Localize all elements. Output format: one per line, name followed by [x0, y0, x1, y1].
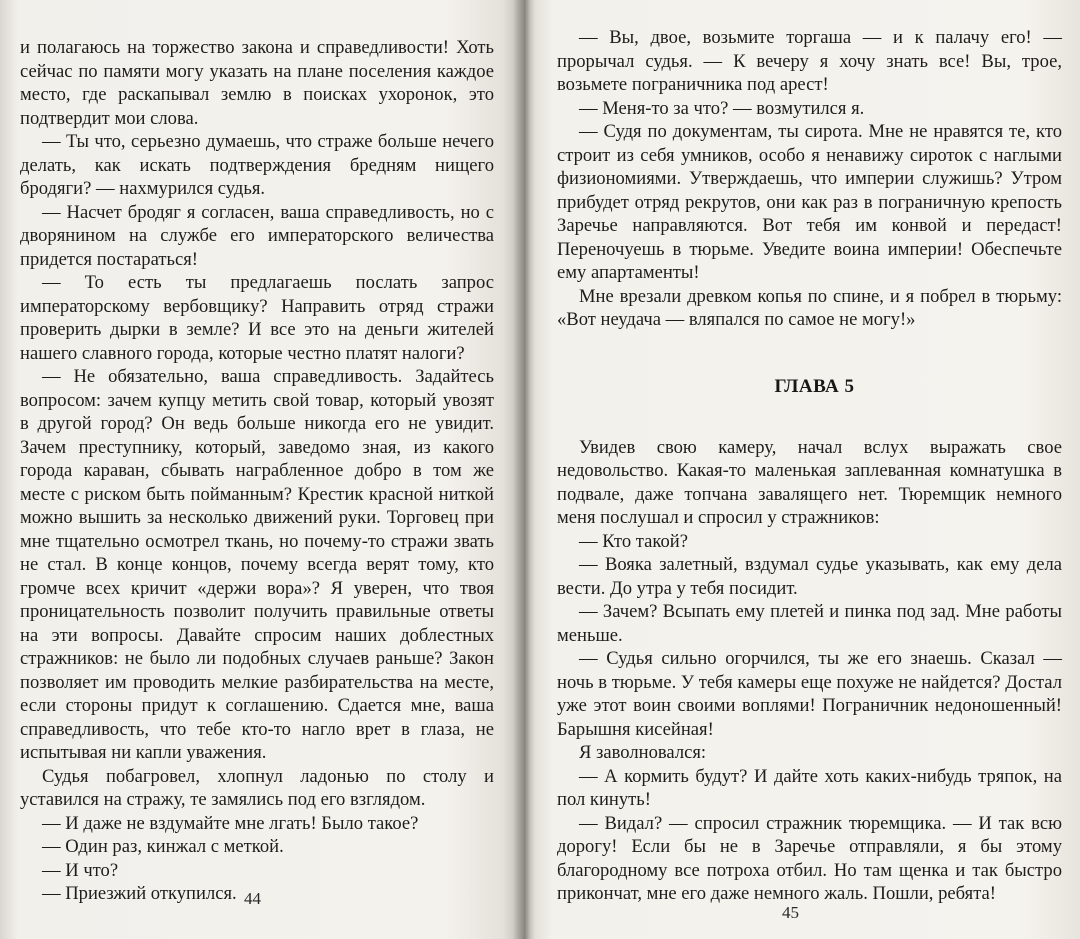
paragraph: и полагаюсь на торжество закона и справедливости! Хоть сейчас по памяти могу указать на плане поселения каждое место, где раскапывал землю в поисках ухоронок, это подтвердит мои слова. [20, 37, 494, 129]
left-page-text [20, 36, 494, 906]
paragraph: — Судя по документам, ты сирота. Мне не нравятся те, кто строит из себя умников, особо я ненавижу сироток с наглыми физиономиями. Утверждаешь, что империи служишь? Утром прибудет отряд рекрутов, они как раз в пограничную крепость Заречье направляются. Вот тебя им конвой и передаст! Переночуешь в тюрьме. Уведите воина империи! Обеспечьте ему апартаменты! [557, 121, 1062, 283]
page-number-right: 45 [782, 903, 799, 922]
paragraph: — Меня-то за что? — возмутился я. [579, 97, 865, 119]
paragraph: — А кормить будут? И дайте хоть каких-нибудь тряпок, на пол кинуть! [557, 765, 1062, 810]
paragraph: — И что? [42, 859, 119, 881]
page-number-left: 44 [244, 889, 261, 908]
paragraph: — Судья сильно огорчился, ты же его знаешь. Сказал — ночь в тюрьме. У тебя камеры еще похуже не найдется? Достал уже этот воин своими воплями! Пограничник недоношенный! Барышня кисейная! [557, 648, 1062, 740]
paragraph: — Вояка залетный, вздумал судье указывать, как ему дела вести. До утра у тебя посидит. [557, 554, 1062, 599]
left-page [0, 0, 524, 939]
paragraph: — Не обязательно, ваша справедливость. Задайтесь вопросом: зачем купцу метить свой товар, который увозят в другой город? Он ведь больше никогда его не увидит. Зачем преступнику, который, заведомо зная, из какого города караван, сбывать награбленное добро в том же месте с риском быть пойманным? Крестик красной ниткой можно вышить за несколько движений руки. Торговец при мне тщательно осмотрел ткань, но почему-то стражи звать не стал. В конце концов, почему всегда верят тому, кто громче всех кричит «держи вора»? Я уверен, что твоя проницательность позволит получить правильные ответы на эти вопросы. Давайте спросим наших доблестных стражников: не было ли подобных случаев раньше? Закон позволяет им проводить мелкие разбирательства на месте, если стороны придут к соглашению. Сдается мне, ваша справедливость, что тебе кто-то нагло врет в глаза, не испытывая ни капли уважения. [20, 366, 494, 763]
paragraph: — Видал? — спросил стражник тюремщика. — И так всю дорогу! Если бы не в Заречье отправляли, я бы этому благородному все потроха отбил. Но там щенка и так быстро прикончат, мне его даже немного жаль. Пошли, ребята! [557, 812, 1062, 904]
book-gutter [513, 0, 535, 939]
paragraph: — Насчет бродяг я согласен, ваша справедливость, но с дворянином на службе его императорского величества придется постараться! [20, 201, 494, 270]
paragraph: — Один раз, кинжал с меткой. [42, 836, 284, 857]
paragraph: — Кто такой? [579, 530, 688, 552]
paragraph: Судья побагровел, хлопнул ладонью по столу и уставился на стражу, те замялись под его взглядом. [20, 765, 494, 810]
paragraph: — Ты что, серьезно думаешь, что страже больше нечего делать, как искать подтверждения бредням нищего бродяги? — нахмурился судья. [20, 131, 494, 199]
right-page [524, 0, 1080, 939]
paragraph: — И даже не вздумайте мне лгать! Было такое? [42, 812, 419, 834]
paragraph: — Вы, двое, возьмите торгаша — и к палачу его! — прорычал судья. — К вечеру я хочу знать все! Вы, трое, возьмете пограничника под арест! [557, 27, 1062, 95]
paragraph: — Зачем? Всыпать ему плетей и пинка под зад. Мне работы меньше. [557, 601, 1062, 646]
right-page-text [557, 26, 1062, 906]
paragraph: — Приезжий откупился. [42, 883, 237, 904]
chapter-heading: ГЛАВА 5 [774, 375, 855, 397]
paragraph: Я заволновался: [579, 742, 707, 763]
paragraph: — То есть ты предлагаешь послать запрос императорскому вербовщику? Направить отряд стражи проверить дырки в земле? И все это на деньги жителей нашего славного города, которые честно платят налоги? [20, 272, 494, 364]
paragraph: Увидев свою камеру, начал вслух выражать свое недовольство. Какая-то маленькая заплеванная комнатушка в подвале, даже топчана завалящего нет. Тюремщик немного меня послушал и спросил у стражников: [557, 436, 1062, 528]
paragraph: Мне врезали древком копья по спине, и я побрел в тюрьму: «Вот неудача — вляпался по самое не могу!» [557, 285, 1062, 330]
